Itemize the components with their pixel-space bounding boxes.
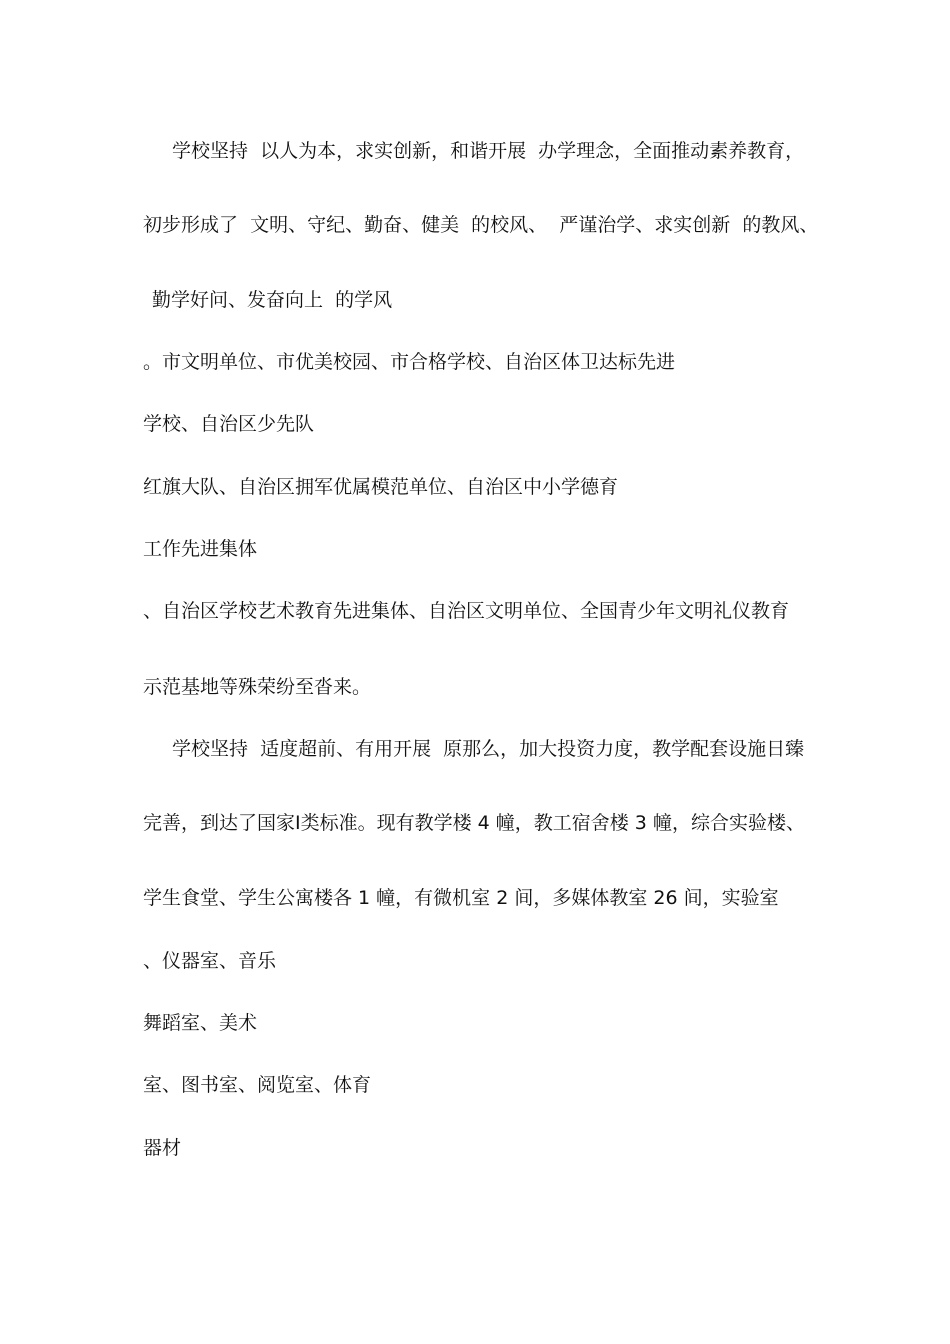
paragraph-1-line-4: 。市文明单位、市优美校园、市合格学校、自治区体卫达标先进 <box>143 351 676 373</box>
paragraph-1-line-6: 红旗大队、自治区拥军优属模范单位、自治区中小学德育 <box>143 476 619 498</box>
paragraph-1-line-2: 初步形成了 文明、守纪、勤奋、健美 的校风、 严谨治学、求实创新 的教风、 <box>143 214 819 236</box>
paragraph-2-line-5: 舞蹈室、美术 <box>143 1012 258 1034</box>
paragraph-2-line-4: 、仪器室、音乐 <box>143 950 277 972</box>
paragraph-1-line-7: 工作先进集体 <box>143 538 258 560</box>
paragraph-1-line-3: 勤学好问、发奋向上 的学风 <box>152 289 393 311</box>
paragraph-2-line-2: 完善，到达了国家Ⅰ类标准。现有教学楼 4 幢，教工宿舍楼 3 幢，综合实验楼、 <box>143 812 805 834</box>
paragraph-1-line-1: 学校坚持 以人为本，求实创新，和谐开展 办学理念，全面推动素养教育， <box>172 140 805 162</box>
paragraph-2-line-6: 室、图书室、阅览室、体育 <box>143 1074 372 1096</box>
paragraph-2-line-3: 学生食堂、学生公寓楼各 1 幢，有微机室 2 间，多媒体教室 26 间，实验室 <box>143 887 779 909</box>
paragraph-1-line-9: 示范基地等殊荣纷至沓来。 <box>143 676 372 698</box>
paragraph-2-line-7: 器材 <box>143 1137 182 1159</box>
paragraph-1-line-8: 、自治区学校艺术教育先进集体、自治区文明单位、全国青少年文明礼仪教育 <box>143 600 790 622</box>
paragraph-2-line-1: 学校坚持 适度超前、有用开展 原那么，加大投资力度，教学配套设施日臻 <box>172 738 805 760</box>
paragraph-1-line-5: 学校、自治区少先队 <box>143 413 315 435</box>
